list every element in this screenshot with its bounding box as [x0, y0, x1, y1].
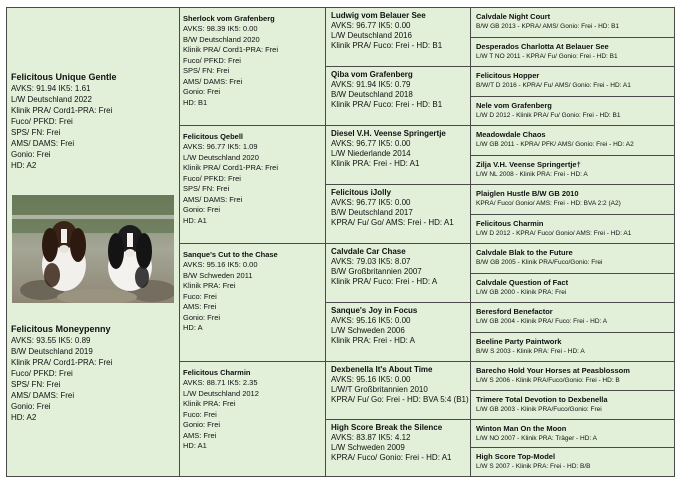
- dog-name: Sherlock vom Grafenberg: [183, 14, 275, 23]
- dog-detail: L/W Deutschland 2016: [331, 31, 412, 40]
- dog-detail: Gonio: Frei: [183, 420, 221, 429]
- ancestor-cell: [470, 8, 674, 38]
- dog-detail: Klinik PRA/ Cord1-PRA: Frei: [11, 106, 113, 115]
- dog-detail: AMS/ DAMS: Frei: [11, 139, 75, 148]
- great-grandparent-cell: [325, 303, 470, 362]
- dog-detail: L/W Schweden 2009: [331, 443, 405, 452]
- dog-name: Ludwig vom Belauer See: [331, 11, 426, 20]
- dog-detail: KPRA/ Fu/ Go: Frei - HD: BVA 5:4 (B1): [331, 395, 469, 404]
- great-grandparent-cell: [325, 244, 470, 303]
- dog-name: Winton Man On the Moon: [476, 424, 567, 433]
- dog-name: Qiba vom Grafenberg: [331, 70, 413, 79]
- dog-detail: Klinik PRA/ Cord1-PRA: Frei: [183, 163, 279, 172]
- dog-detail: Klinik PRA: Frei: [183, 281, 236, 290]
- dam-cell: [7, 323, 179, 441]
- ancestor-cell: [470, 303, 674, 333]
- ancestor-cell: [470, 126, 674, 156]
- dog-detail: L/W Deutschland 2012: [183, 388, 259, 398]
- dog-detail: B/W Deutschland 2017: [331, 208, 413, 217]
- ancestor-cell: [470, 274, 674, 304]
- dog-name: Sanque's Cut to the Chase: [183, 250, 278, 259]
- dog-detail: Gonio: Frei: [183, 205, 221, 214]
- dog-name: Calvdale Blak to the Future: [476, 248, 573, 257]
- dog-detail: L/W D 2012 - Klinik PRA/ Fu/ Gonio: Frei - HD: B1: [476, 111, 621, 119]
- dog-detail: KPRA/ Fuco/ Gonio: Frei - HD: A1: [331, 453, 452, 462]
- dog-detail: AVKS: 91.94 IK5: 1.61: [11, 84, 91, 93]
- dog-detail: B/W Deutschland 2018: [331, 90, 413, 99]
- dog-detail: SPS/ FN: Frei: [11, 380, 61, 389]
- dog-detail: Fuco: Frei: [183, 409, 217, 419]
- dog-name: Plaiglen Hustle B/W GB 2010: [476, 189, 579, 198]
- dog-name: Sanque's Joy in Focus: [331, 306, 418, 315]
- dog-detail: HD: A2: [11, 413, 37, 422]
- generation-2-column: [179, 8, 326, 476]
- dog-detail: SPS/ FN: Frei: [183, 66, 230, 75]
- dog-detail: L/W GB 2003 - Klinik PRA/Fuco/Gonio: Frei: [476, 406, 602, 413]
- dog-name: Felicitous iJolly: [331, 188, 392, 197]
- dog-detail: L/W GB 2004 - Klinik PRA/ Fuco: Frei - HD: A: [476, 318, 608, 325]
- sire-cell: [7, 71, 179, 189]
- great-grandparent-cell: [325, 8, 470, 67]
- great-grandparent-cell: [325, 362, 470, 420]
- generation-4-column: [470, 8, 674, 476]
- dog-detail: Klinik PRA: Frei - HD: A1: [331, 159, 420, 168]
- dog-name: Meadowdale Chaos: [476, 130, 546, 139]
- dog-detail: AVKS: 83.87 IK5: 4.12: [331, 433, 411, 442]
- dog-detail: AVKS: 95.16 IK5: 0.00: [183, 260, 258, 269]
- dog-name: Zilja V.H. Veense Springertje†: [476, 159, 581, 169]
- dog-detail: AMS: Frei: [183, 302, 217, 311]
- dog-detail: L/W D 2012 - KPRA/ Fuco/ Gonio/ AMS: Frei - HD: A1: [476, 229, 632, 237]
- generation-3-column: [325, 8, 471, 476]
- dog-detail: L/W S 2006 - Klinik PRA/Fuco/Gonio: Frei - HD: B: [476, 377, 620, 384]
- dog-detail: L/W GB 2011 - KPRA/ PFK/ AMS/ Gonio: Frei - HD: A2: [476, 141, 634, 148]
- dog-detail: AVKS: 88.71 IK5: 2.35: [183, 378, 258, 387]
- dog-detail: AMS: Frei: [183, 430, 217, 440]
- dog-name: Desperados Charlotta At Belauer See: [476, 41, 609, 51]
- dog-detail: B/W S 2003 - Klinik PRA: Frei - HD: A: [476, 347, 585, 355]
- dog-detail: B/W Schweden 2011: [183, 270, 253, 280]
- great-grandparent-cell: [325, 185, 470, 244]
- grandparent-cell: [179, 8, 325, 126]
- dog-detail: AVKS: 93.55 IK5: 0.89: [11, 336, 91, 345]
- ancestor-cell: [470, 156, 674, 186]
- dog-detail: Gonio: Frei: [11, 150, 51, 159]
- dog-detail: L/W/T Großbritannien 2010: [331, 385, 428, 394]
- dog-detail: Fuco: Frei: [183, 291, 217, 301]
- dog-detail: L/W GB 2000 - Klinik PRA: Frei: [476, 288, 567, 296]
- dog-detail: L/W NO 2007 - Klinik PRA: Träger - HD: A: [476, 435, 598, 442]
- dog-detail: Klinik PRA/ Cord1-PRA: Frei: [11, 358, 113, 367]
- dog-detail: L/W NL 2008 - Klinik PRA: Frei - HD: A: [476, 170, 588, 178]
- dog-detail: L/W T NO 2011 - KPRA/ Fu/ Gonio: Frei - HD: B1: [476, 52, 618, 60]
- dog-photo: [12, 195, 174, 303]
- dog-name: Felicitous Qebell: [183, 132, 244, 141]
- dog-detail: Fuco/ PFKD: Frei: [183, 173, 241, 183]
- dog-name: Calvdale Night Court: [476, 12, 551, 21]
- dog-name: Trimere Total Devotion to Dexbenella: [476, 395, 608, 404]
- ancestor-cell: [470, 333, 674, 363]
- dog-name: Felicitous Charmin: [476, 218, 544, 228]
- dog-detail: AVKS: 79.03 IK5: 8.07: [331, 257, 411, 266]
- dog-detail: KPRA/ Fuco/ Gonio/ AMS: Frei - HD: BVA 2:2 (A2): [476, 200, 621, 207]
- dog-detail: AVKS: 96.77 IK5: 0.00: [331, 139, 411, 148]
- dog-detail: HD: A1: [183, 441, 207, 450]
- dog-detail: Klinik PRA/ Fuco: Frei - HD: B1: [331, 41, 443, 50]
- dog-name: Beresford Benefactor: [476, 307, 553, 316]
- dog-detail: AVKS: 96.77 IK5: 0.00: [331, 198, 411, 207]
- dog-detail: L/W S 2007 - Klinik PRA: Frei - HD: B/B: [476, 463, 591, 470]
- dog-detail: KPRA/ Fu/ Go/ AMS: Frei - HD: A1: [331, 218, 454, 227]
- great-grandparent-cell: [325, 67, 470, 126]
- dog-detail: Klinik PRA: Frei - HD: A: [331, 336, 416, 345]
- ancestor-cell: [470, 215, 674, 245]
- dog-detail: AMS/ DAMS: Frei: [11, 391, 75, 400]
- ancestor-cell: [470, 185, 674, 215]
- dog-name: Felicitous Moneypenny: [11, 324, 111, 334]
- dog-name: Diesel V.H. Veense Springertje: [331, 129, 446, 138]
- dog-detail: Gonio: Frei: [11, 402, 51, 411]
- grandparent-cell: [179, 126, 325, 244]
- great-grandparent-cell: [325, 420, 470, 476]
- dog-detail: Fuco/ PFKD: Frei: [11, 369, 73, 378]
- dog-detail: AMS/ DAMS: Frei: [183, 194, 243, 204]
- springer-spaniels-photo: [12, 195, 174, 303]
- dog-name: Felicitous Unique Gentle: [11, 72, 117, 82]
- dog-detail: SPS/ FN: Frei: [11, 128, 61, 137]
- grandparent-cell: [179, 362, 325, 476]
- dog-detail: HD: B1: [183, 97, 208, 107]
- dog-detail: HD: A1: [183, 215, 207, 225]
- dog-detail: AVKS: 95.16 IK5: 0.00: [331, 375, 411, 384]
- pedigree-table: [6, 7, 675, 477]
- dog-detail: AVKS: 96.77 IK5: 1.09: [183, 142, 258, 151]
- ancestor-cell: [470, 391, 674, 420]
- ancestor-cell: [470, 362, 674, 391]
- dog-detail: SPS/ FN: Frei: [183, 184, 230, 193]
- ancestor-cell: [470, 97, 674, 127]
- dog-detail: AVKS: 96.77 IK5: 0.00: [331, 21, 411, 30]
- grandparent-cell: [179, 244, 325, 362]
- dog-detail: Klinik PRA/ Fuco: Frei - HD: A: [331, 277, 438, 286]
- dog-detail: B/W GB 2005 - Klinik PRA/Fuco/Gonio: Frei: [476, 259, 603, 266]
- dog-detail: Gonio: Frei: [183, 312, 221, 322]
- dog-detail: B/W GB 2013 - KPRA/ AMS/ Gonio: Frei - HD: B1: [476, 23, 620, 30]
- dog-detail: HD: A: [183, 323, 203, 332]
- dog-detail: L/W Niederlande 2014: [331, 149, 411, 158]
- dog-detail: HD: A2: [11, 161, 37, 170]
- dog-detail: L/W Schweden 2006: [331, 326, 405, 335]
- ancestor-cell: [470, 38, 674, 68]
- dog-detail: AVKS: 95.16 IK5: 0.00: [331, 316, 411, 325]
- dog-name: Beeline Party Paintwork: [476, 336, 562, 346]
- dog-name: High Score Top-Model: [476, 452, 556, 461]
- dog-detail: Fuco/ PFKD: Frei: [11, 117, 73, 126]
- dog-detail: Klinik PRA/ Cord1-PRA: Frei: [183, 45, 279, 54]
- dog-detail: L/W Deutschland 2022: [11, 95, 92, 104]
- great-grandparent-cell: [325, 126, 470, 185]
- dog-detail: Gonio: Frei: [183, 87, 221, 96]
- dog-detail: Klinik PRA/ Fuco: Frei - HD: B1: [331, 100, 443, 109]
- dog-detail: B/W/T D 2016 - KPRA/ Fu/ AMS/ Gonio: Frei - HD: A1: [476, 82, 631, 89]
- dog-name: Calvdale Car Chase: [331, 247, 406, 256]
- dog-name: Felicitous Charmin: [183, 368, 251, 377]
- dog-name: Nele vom Grafenberg: [476, 100, 552, 110]
- ancestor-cell: [470, 244, 674, 274]
- dog-detail: B/W Deutschland 2020: [183, 34, 260, 44]
- dog-detail: AVKS: 91.94 IK5: 0.79: [331, 80, 411, 89]
- dog-detail: Klinik PRA: Frei: [183, 399, 236, 408]
- ancestor-cell: [470, 420, 674, 448]
- dog-detail: B/W Deutschland 2019: [11, 347, 93, 356]
- dog-detail: AVKS: 98.39 IK5: 0.00: [183, 24, 258, 33]
- ancestor-cell: [470, 448, 674, 476]
- generation-1-column: [7, 8, 180, 476]
- dog-name: Dexbenella It's About Time: [331, 365, 433, 374]
- dog-detail: AMS/ DAMS: Frei: [183, 76, 243, 86]
- dog-name: Felicitous Hopper: [476, 71, 540, 80]
- dog-name: Barecho Hold Your Horses at Peasblossom: [476, 366, 630, 375]
- ancestor-cell: [470, 67, 674, 97]
- dog-name: Calvdale Question of Fact: [476, 277, 569, 287]
- dog-detail: L/W Deutschland 2020: [183, 152, 259, 162]
- dog-name: High Score Break the Silence: [331, 423, 443, 432]
- dog-detail: Fuco/ PFKD: Frei: [183, 55, 241, 65]
- dog-detail: B/W Großbritannien 2007: [331, 267, 422, 276]
